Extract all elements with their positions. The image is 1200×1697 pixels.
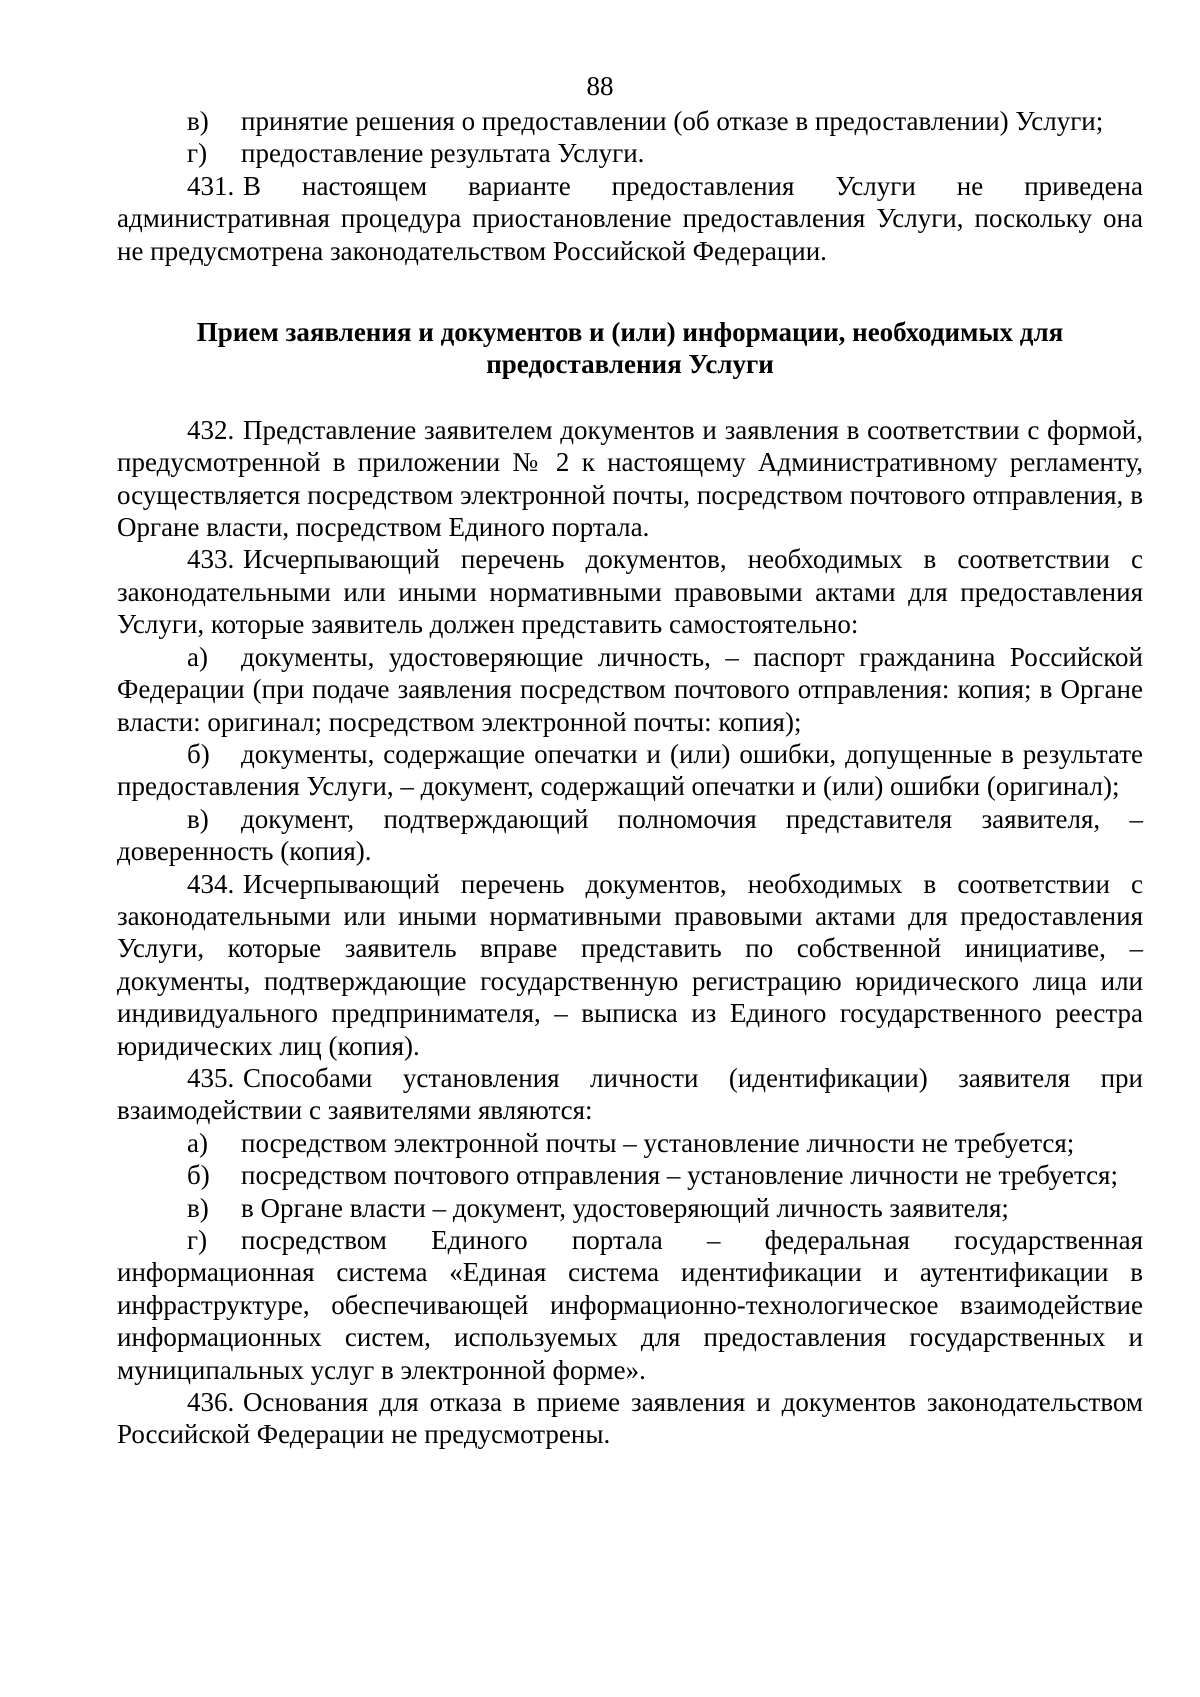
item-label: б) [187, 738, 210, 769]
document-body [117, 105, 1143, 1451]
paragraph-text: Исчерпывающий перечень документов, необходимых в соответствии с законодательными или иными нормативными правовыми актами для предоставления Услуги, которые заявитель должен представить самостоятельно: [117, 544, 1143, 640]
paragraph-435 [117, 1062, 1143, 1127]
item-label: в) [187, 1192, 209, 1223]
paragraph-number: 431. [187, 170, 235, 201]
page-number: 88 [586, 71, 614, 101]
item-label: г) [187, 1225, 208, 1255]
item-label: в) [187, 803, 209, 834]
paragraph-text: Способами установления личности (идентификации) заявителя при взаимодействии с заявителями являются: [117, 1062, 1143, 1126]
paragraph-text: Исчерпывающий перечень документов, необходимых в соответствии с законодательными или иными нормативными правовыми актами для предоставления Услуги, которые заявитель вправе представить по собственной инициативе, – документы, подтверждающие государственную регистрацию юридического лица или индивидуального предпринимателя, – выписка из Единого государственного реестра юридических лиц (копия). [117, 868, 1143, 1061]
section-heading-line-2: предоставления Услуги [486, 349, 774, 380]
paragraph-number: 433. [187, 544, 235, 575]
section-heading [117, 316, 1143, 381]
paragraph-431 [117, 170, 1143, 267]
item-text: посредством электронной почты – установление личности не требуется; [241, 1127, 1075, 1158]
item-label: а) [187, 641, 208, 672]
item-label: г) [187, 138, 208, 169]
list-item [117, 641, 1143, 738]
paragraph-433 [117, 543, 1143, 640]
list-item [117, 803, 1143, 868]
item-text: документы, удостоверяющие личность, – паспорт гражданина Российской Федерации (при подаче заявления посредством почтового отправления: копия; в Органе власти: оригинал; посредством электронной почты: копия); [117, 641, 1143, 737]
list-item [117, 1192, 1143, 1224]
list-item-g [117, 137, 1143, 169]
paragraph-number: 434. [187, 868, 235, 899]
list-item-v [117, 105, 1143, 137]
paragraph-number: 436. [187, 1387, 235, 1418]
paragraph-text: Основания для отказа в приеме заявления и документов законодательством Российской Федерации не предусмотрены. [117, 1387, 1143, 1450]
item-label: в) [187, 106, 209, 136]
paragraph-432 [117, 414, 1143, 544]
item-text: предоставление результата Услуги. [241, 138, 645, 169]
paragraph-434 [117, 868, 1143, 1062]
item-text: документы, содержащие опечатки и (или) ошибки, допущенные в результате предоставления Услуги, – документ, содержащий опечатки и (или) ошибки (оригинал); [117, 738, 1143, 802]
item-text: документ, подтверждающий полномочия представителя заявителя, – доверенность (копия). [117, 803, 1143, 867]
paragraph-text: Представление заявителем документов и заявления в соответствии с формой, предусмотренной в приложении № 2 к настоящему Административному регламенту, осуществляется посредством электронной почты, посредством почтового отправления, в Органе власти, посредством Единого портала. [117, 414, 1143, 543]
item-label: а) [187, 1127, 208, 1158]
list-item [117, 1159, 1143, 1191]
list-item [117, 1224, 1143, 1386]
list-item [117, 738, 1143, 803]
item-text: принятие решения о предоставлении (об отказе в предоставлении) Услуги; [241, 106, 1104, 136]
item-text: в Органе власти – документ, удостоверяющий личность заявителя; [241, 1192, 1009, 1223]
paragraph-number: 435. [187, 1062, 235, 1093]
paragraph-436 [117, 1386, 1143, 1451]
paragraph-text: В настоящем варианте предоставления Услуги не приведена административная процедура приостановление предоставления Услуги, поскольку она не предусмотрена законодательством Российской Федерации. [117, 170, 1143, 266]
item-text: посредством Единого портала – федеральная государственная информационная система «Единая система идентификации и аутентификации в инфраструктуре, обеспечивающей информационно-технологическое взаимодействие информационных систем, используемых для предоставления государственных и муниципальных услуг в электронной форме». [117, 1225, 1143, 1385]
section-heading-line-1: Прием заявления и документов и (или) информации, необходимых для [196, 317, 1064, 348]
item-text: посредством почтового отправления – установление личности не требуется; [241, 1160, 1118, 1191]
item-label: б) [187, 1160, 210, 1191]
paragraph-number: 432. [187, 414, 235, 445]
list-item [117, 1127, 1143, 1159]
